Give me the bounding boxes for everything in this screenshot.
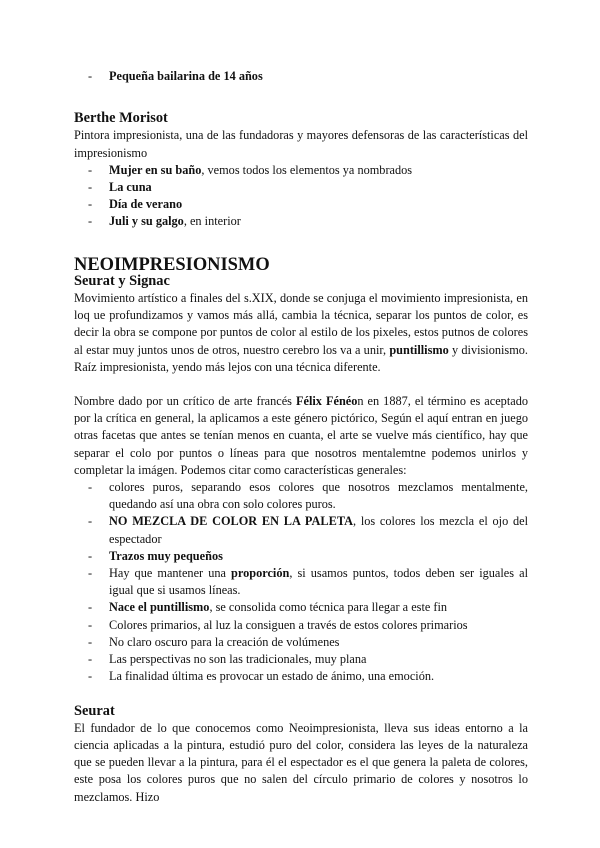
- neo-characteristics-list: [74, 479, 528, 685]
- list-item: - Juli y su galgo, en interior: [74, 213, 528, 230]
- list-item: [74, 68, 528, 85]
- section-heading-neoimpresionismo: NEOIMPRESIONISMO: [74, 253, 270, 274]
- list-item: - Colores primarios, al luz la consiguen a través de estos colores primarios: [74, 617, 528, 634]
- list-item: - Las perspectivas no son las tradicionales, muy plana: [74, 651, 528, 668]
- document-page: [74, 68, 528, 806]
- list-item: - NO MEZCLA DE COLOR EN LA PALETA, los colores los mezcla el ojo del espectador: [74, 513, 528, 547]
- morisot-intro: Pintora impresionista, una de las fundadoras y mayores defensoras de las características del impresionismo: [74, 128, 528, 160]
- section-heading-morisot: Berthe Morisot: [74, 110, 168, 127]
- list-item: - colores puros, separando esos colores que nosotros mezclamos mentalmente, quedando así una obra con solo colores puros.: [74, 479, 528, 513]
- section-heading-seurat: Seurat: [74, 702, 115, 719]
- degas-works-list: [74, 68, 528, 85]
- list-item: - Hay que mantener una proporción, si usamos puntos, todos deben ser iguales al igual que si usamos líneas.: [74, 565, 528, 599]
- subheading-seurat-signac: Seurat y Signac: [74, 272, 170, 289]
- list-item: - Día de verano: [74, 196, 528, 213]
- list-item: - La cuna: [74, 179, 528, 196]
- seurat-paragraph: El fundador de lo que conocemos como Neoimpresionista, lleva sus ideas entorno a la ciencia aplicadas a la pintura, estudió puro del color, considera las leyes de la naturaleza que se pueden llevar a la pintura, para él el espectador es el que genera la paleta de colores, este posa los colores puros que no salen del círculo primario de colores y nosotros lo mezclamos. Hizo: [74, 720, 528, 804]
- morisot-works-list: [74, 162, 528, 231]
- neo-paragraph-2: Nombre dado por un crítico de arte francés Félix Fénéon en 1887, el término es aceptado por la crítica en general, la aplicamos a este género pictórico, Según el aquí entran en juego otras facetas que antes se tenían menos en cuanta, el arte se vuelve más científico, hay que separar el colo por puntos o líneas para que nosotros mentalemtne podemos unirlos y completar la imágen. Podemos citar como características generales:: [74, 394, 528, 477]
- neo-paragraph-1: Movimiento artístico a finales del s.XIX, donde se conjuga el movimiento impresionista, en loq ue profundizamos y vamos más allá, cambia la técnica, separar los puntos de color, es decir la obra se compone por puntos de color al estilo de los pixeles, estos putnos de colores al estar muy juntos unos de otros, nuestro cerebro los va a unir, puntillismo y divisionismo. Raíz impresionista, yendo más lejos con una técnica diferente.: [74, 291, 528, 374]
- list-item: - No claro oscuro para la creación de volúmenes: [74, 634, 528, 651]
- work-title: Pequeña bailarina de 14 años: [109, 69, 263, 83]
- list-item: - Mujer en su baño, vemos todos los elementos ya nombrados: [74, 162, 528, 179]
- list-item: - Nace el puntillismo, se consolida como técnica para llegar a este fin: [74, 599, 528, 616]
- list-item: - Trazos muy pequeños: [74, 548, 528, 565]
- list-item: - La finalidad última es provocar un estado de ánimo, una emoción.: [74, 668, 528, 685]
